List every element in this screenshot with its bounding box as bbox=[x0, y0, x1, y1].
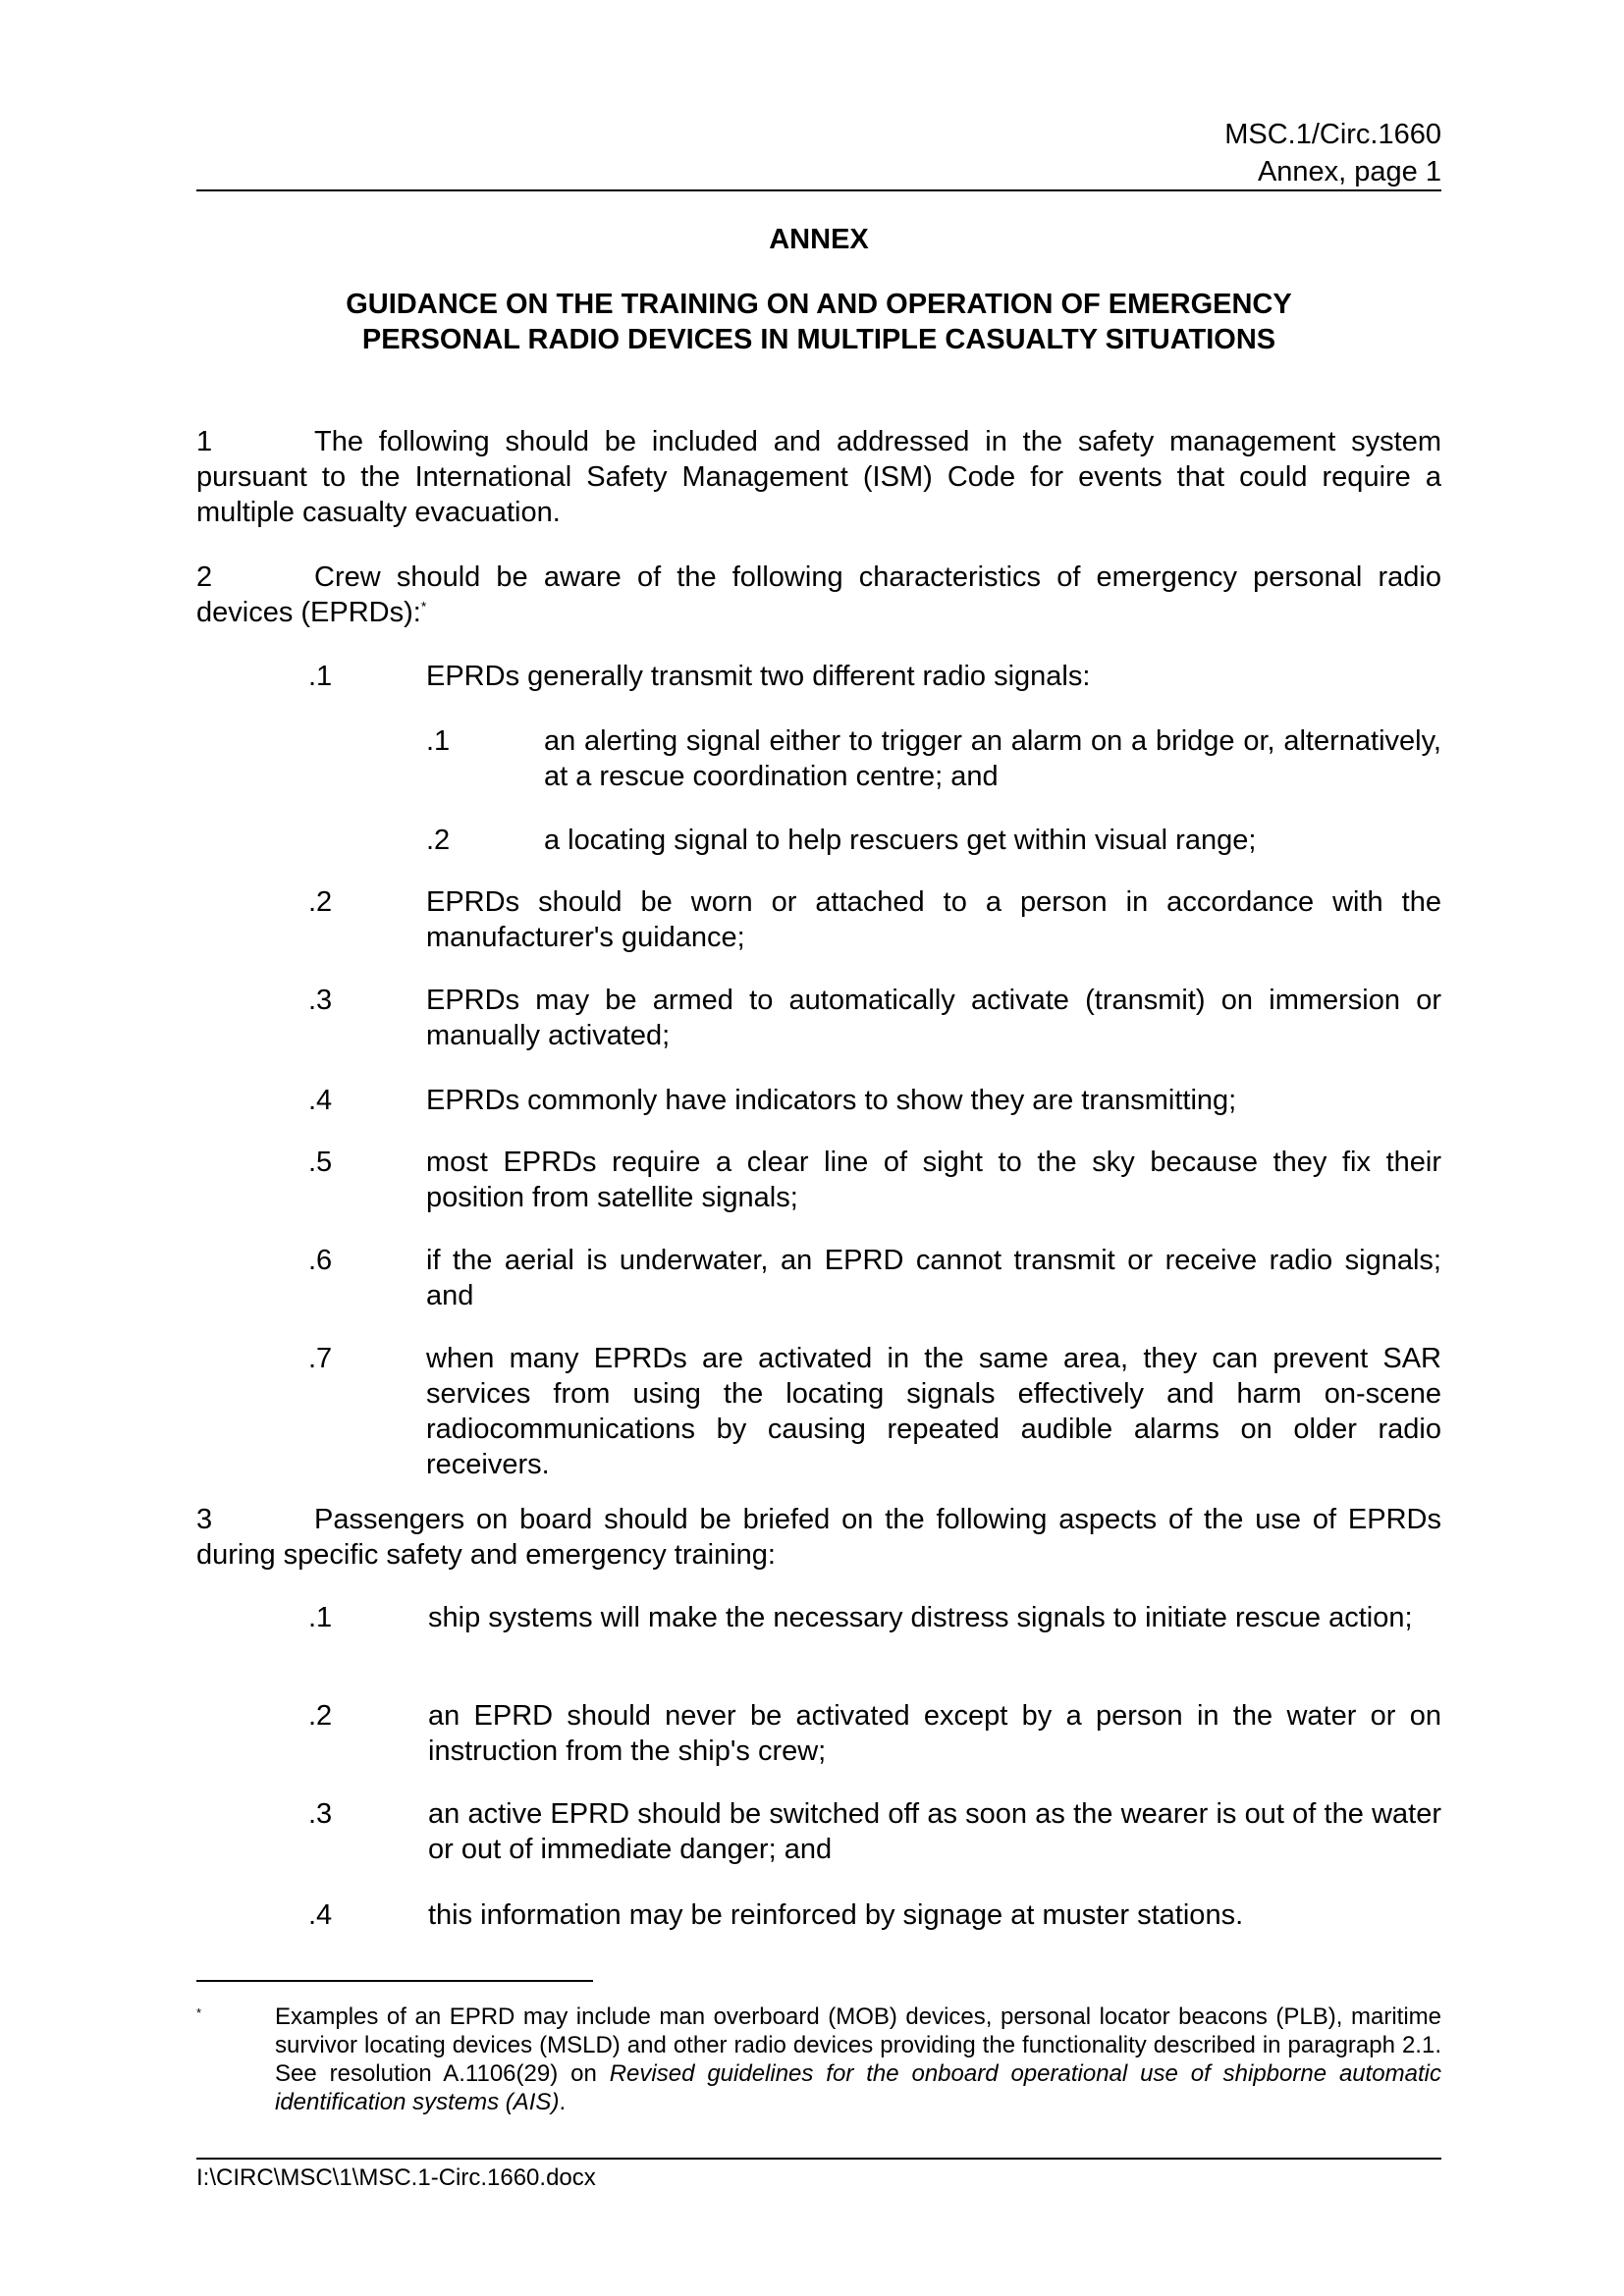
title-line-2: PERSONAL RADIO DEVICES IN MULTIPLE CASUALTY SITUATIONS bbox=[361, 324, 1276, 355]
paragraph-1 bbox=[196, 424, 1441, 530]
item-number: .7 bbox=[308, 1343, 333, 1374]
item-number: .1 bbox=[308, 1602, 333, 1633]
item-number: .2 bbox=[308, 886, 333, 918]
doc-reference: MSC.1/Circ.1660 bbox=[1224, 119, 1441, 150]
item-text: an active EPRD should be switched off as soon as the wearer is out of the water or out of immediate danger; and bbox=[428, 1798, 1441, 1865]
paragraph-3 bbox=[196, 1502, 1441, 1573]
list-item bbox=[308, 983, 1441, 1053]
item-number: .3 bbox=[308, 985, 333, 1016]
footnote bbox=[196, 2002, 1441, 2116]
footnote-mark: * bbox=[196, 2005, 202, 2020]
item-number: .1 bbox=[426, 725, 451, 757]
list-item bbox=[308, 1145, 1441, 1215]
paragraph-2 bbox=[196, 560, 1441, 630]
list-item bbox=[308, 1897, 1441, 1933]
item-text: an EPRD should never be activated except by a person in the water or on instruction from the ship's crew; bbox=[428, 1700, 1441, 1767]
sub-list-item bbox=[426, 823, 1441, 858]
item-number: .2 bbox=[308, 1700, 333, 1732]
item-number: .1 bbox=[308, 661, 333, 692]
item-number: .6 bbox=[308, 1245, 333, 1276]
item-number: .3 bbox=[308, 1798, 333, 1830]
item-number: .4 bbox=[308, 1085, 333, 1116]
list-item bbox=[308, 1796, 1441, 1867]
footnote-text-end: . bbox=[559, 2089, 567, 2115]
paragraph-number: 3 bbox=[196, 1504, 213, 1535]
item-text: an alerting signal either to trigger an alarm on a bridge or, alternatively, at a rescue coordination centre; and bbox=[544, 725, 1441, 792]
list-item bbox=[308, 1243, 1441, 1313]
item-number: .5 bbox=[308, 1147, 333, 1178]
item-text: ship systems will make the necessary distress signals to initiate rescue action; bbox=[428, 1602, 1413, 1633]
list-item bbox=[308, 1698, 1441, 1769]
footnote-divider bbox=[196, 1980, 593, 1982]
footnote-text-italic: Revised guidelines for the onboard operational use of shipborne automatic identification systems (AIS) bbox=[275, 2060, 1441, 2115]
paragraph-text: The following should be included and addressed in the safety management system pursuant to the International Safety Management (ISM) Code for events that could require a multiple casualty evacuation. bbox=[196, 426, 1441, 528]
item-number: .2 bbox=[426, 825, 451, 856]
footnote-text-main: Examples of an EPRD may include man overboard (MOB) devices, personal locator beacons (PLB), maritime survivor locating devices (MSLD) and other radio devices providing the functionality described in paragraph 2.1. See resolution A.1106(29) on bbox=[275, 2003, 1441, 2087]
item-number: .4 bbox=[308, 1899, 333, 1931]
item-text: EPRDs should be worn or attached to a person in accordance with the manufacturer's guidance; bbox=[426, 886, 1441, 953]
annex-heading: ANNEX bbox=[769, 224, 869, 255]
item-text: this information may be reinforced by signage at muster stations. bbox=[428, 1899, 1244, 1931]
header-divider bbox=[196, 189, 1441, 191]
page-label: Annex, page 1 bbox=[1257, 156, 1441, 187]
list-item bbox=[308, 1083, 1441, 1118]
item-text: EPRDs may be armed to automatically activate (transmit) on immersion or manually activated; bbox=[426, 985, 1441, 1051]
footer-divider bbox=[196, 2158, 1441, 2160]
item-text: EPRDs commonly have indicators to show they are transmitting; bbox=[426, 1085, 1237, 1116]
paragraph-number: 2 bbox=[196, 561, 213, 593]
paragraph-text: Passengers on board should be briefed on the following aspects of the use of EPRDs during specific safety and emergency training: bbox=[196, 1504, 1441, 1571]
item-text: when many EPRDs are activated in the same area, they can prevent SAR services from using the locating signals effectively and harm on-scene radiocommunications by causing repeated audible alarms on older radio receivers. bbox=[426, 1343, 1441, 1480]
sub-list-item bbox=[426, 723, 1441, 794]
list-item bbox=[308, 1341, 1441, 1482]
page-header bbox=[1224, 116, 1441, 190]
list-item bbox=[308, 1600, 1441, 1635]
list-item bbox=[308, 659, 1441, 694]
footnote-text bbox=[275, 2002, 1441, 2116]
title-line-1: GUIDANCE ON THE TRAINING ON AND OPERATION OF EMERGENCY bbox=[346, 289, 1292, 320]
paragraph-text: Crew should be aware of the following characteristics of emergency personal radio devices (EPRDs): bbox=[196, 561, 1441, 628]
paragraph-number: 1 bbox=[196, 426, 213, 457]
document-title bbox=[196, 287, 1441, 357]
file-path: I:\CIRC\MSC\1\MSC.1-Circ.1660.docx bbox=[196, 2164, 596, 2191]
item-text: a locating signal to help rescuers get within visual range; bbox=[544, 825, 1257, 856]
item-text: EPRDs generally transmit two different radio signals: bbox=[426, 661, 1091, 692]
item-text: if the aerial is underwater, an EPRD cannot transmit or receive radio signals; and bbox=[426, 1245, 1441, 1311]
footnote-reference: * bbox=[420, 598, 427, 614]
list-item bbox=[308, 884, 1441, 955]
item-text: most EPRDs require a clear line of sight to the sky because they fix their position from satellite signals; bbox=[426, 1147, 1441, 1213]
